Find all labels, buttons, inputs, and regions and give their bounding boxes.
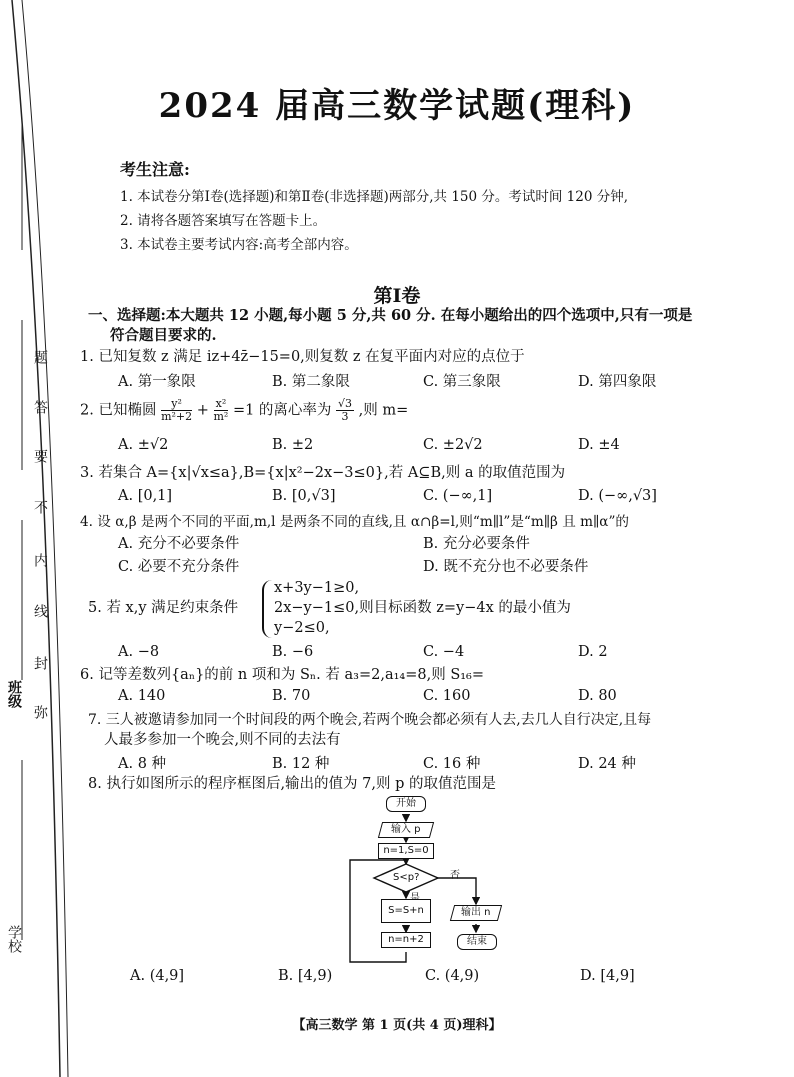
flow-condition: S<p? [393, 872, 420, 883]
q1-option-b: B. 第二象限 [272, 374, 350, 390]
q1-option-c: C. 第三象限 [423, 374, 501, 390]
section-line: 一、选择题:本大题共 12 小题,每小题 5 分,共 60 分. 在每小题给出的四个选项中,只有一项是 [88, 307, 693, 324]
seal-char: 答 [32, 400, 48, 414]
q5-option-d: D. 2 [578, 644, 608, 660]
flow-output-label: 输出 n [461, 907, 491, 918]
q2-fraction [336, 398, 354, 423]
q2-frac-num: √3 [338, 397, 353, 410]
question-5-stem: 5. 若 x,y 满足约束条件 [88, 600, 239, 616]
binding-margin [0, 0, 80, 1077]
q5-option-c: C. −4 [423, 644, 465, 660]
q5-option-a: A. −8 [118, 644, 160, 660]
q3-option-b: B. [0,√3] [272, 488, 336, 504]
question-1-stem: 1. 已知复数 z 满足 iz+4z̄−15=0,则复数 z 在复平面内对应的点位于 [80, 349, 525, 365]
q8-option-c: C. (4,9) [425, 968, 480, 984]
seal-char: 弥 [32, 705, 48, 719]
q2-fraction [214, 398, 229, 423]
flow-no-label: 否 [450, 870, 460, 881]
question-7-stem: 7. 三人被邀请参加同一个时间段的两个晚会,若两个晚会都必须有人去,去几人自行决定,且每 [88, 712, 652, 728]
q4-option-b: B. 充分必要条件 [423, 536, 530, 552]
q8-option-a: A. (4,9] [130, 968, 185, 984]
q5-case: 2x−y−1≤0,则目标函数 z=y−4x 的最小值为 [274, 600, 571, 616]
seal-char: 要 [32, 449, 48, 463]
q2-text: =1 的离心率为 [232, 402, 332, 419]
question-7-stem-cont: 人最多参加一个晚会,则不同的去法有 [104, 732, 341, 748]
flow-body-step: n=n+2 [381, 932, 431, 948]
q7-option-b: B. 12 种 [272, 756, 330, 772]
constraint-brace [262, 580, 274, 638]
q3-option-c: C. (−∞,1] [423, 488, 493, 504]
section-instruction [88, 306, 692, 346]
flow-output [450, 905, 502, 921]
flow-init: n=1,S=0 [378, 843, 434, 859]
q7-option-c: C. 16 种 [423, 756, 481, 772]
q3-option-a: A. [0,1] [118, 488, 173, 504]
school-label: 学校 [6, 925, 22, 953]
section-line: 符合题目要求的. [110, 327, 217, 344]
q6-option-a: A. 140 [118, 688, 166, 704]
q7-option-a: A. 8 种 [118, 756, 167, 772]
q2-text: 2. 已知椭圆 [80, 402, 157, 419]
q4-option-a: A. 充分不必要条件 [118, 536, 240, 552]
flow-start: 开始 [386, 796, 426, 812]
q1-option-d: D. 第四象限 [578, 374, 657, 390]
question-6-stem: 6. 记等差数列{aₙ}的前 n 项和为 Sₙ. 若 a₃=2,a₁₄=8,则 S₁₆= [80, 667, 485, 683]
q1-option-a: A. 第一象限 [118, 374, 196, 390]
q2-option-b: B. ±2 [272, 437, 314, 453]
question-2-stem [80, 398, 408, 423]
part-title: 第Ⅰ卷 [373, 285, 421, 307]
notice-item: 2. 请将各题答案填写在答题卡上。 [120, 213, 327, 229]
q6-option-d: D. 80 [578, 688, 617, 704]
flow-end: 结束 [457, 934, 497, 950]
flow-input [378, 822, 434, 838]
notice-item: 3. 本试卷主要考试内容:高考全部内容。 [120, 237, 358, 253]
page-footer: 【高三数学 第 1 页(共 4 页)理科】 [292, 1018, 502, 1033]
question-3-stem: 3. 若集合 A={x|√x≤a},B={x|x²−2x−3≤0},若 A⊆B,则 a 的取值范围为 [80, 465, 566, 481]
notice-item: 1. 本试卷分第Ⅰ卷(选择题)和第Ⅱ卷(非选择题)两部分,共 150 分。考试时间 120 分钟, [120, 189, 629, 205]
q4-option-d: D. 既不充分也不必要条件 [423, 559, 589, 575]
q6-option-c: C. 160 [423, 688, 471, 704]
seal-char: 线 [32, 604, 48, 618]
notice-heading: 考生注意: [120, 160, 190, 179]
q5-case: x+3y−1≥0, [274, 580, 360, 596]
seal-char: 不 [32, 500, 48, 514]
seal-char: 内 [32, 553, 48, 567]
q2-frac-den: m² [213, 410, 229, 423]
seal-char: 题 [32, 350, 48, 364]
q5-case: y−2≤0, [274, 620, 330, 636]
q2-option-a: A. ±√2 [118, 437, 169, 453]
q2-frac-den: m²+2 [161, 410, 193, 423]
paper-title: 2024 届高三数学试题(理科) [158, 86, 636, 126]
q2-option-d: D. ±4 [578, 437, 620, 453]
q5-option-b: B. −6 [272, 644, 314, 660]
q8-option-b: B. [4,9) [278, 968, 333, 984]
q6-option-b: B. 70 [272, 688, 311, 704]
q2-text: ,则 m= [358, 402, 409, 419]
question-8-stem: 8. 执行如图所示的程序框图后,输出的值为 7,则 p 的取值范围是 [88, 776, 496, 792]
question-4-stem: 4. 设 α,β 是两个不同的平面,m,l 是两条不同的直线,且 α∩β=l,则“m∥l”是“m∥β 且 m∥α”的 [80, 514, 630, 530]
q2-fraction [161, 398, 192, 423]
flow-body-sum: S=S+n [381, 899, 431, 923]
q4-option-c: C. 必要不充分条件 [118, 559, 240, 575]
seal-char: 封 [32, 656, 48, 670]
flow-input-label: 输入 p [391, 824, 421, 835]
q8-option-d: D. [4,9] [580, 968, 635, 984]
q2-frac-den: 3 [341, 410, 349, 423]
q7-option-d: D. 24 种 [578, 756, 636, 772]
q3-option-d: D. (−∞,√3] [578, 488, 657, 504]
q2-text: + [196, 402, 209, 419]
class-label: 班级 [6, 680, 22, 708]
q2-frac-num: y² [161, 398, 192, 411]
q2-frac-num: x² [214, 398, 229, 411]
q2-option-c: C. ±2√2 [423, 437, 483, 453]
